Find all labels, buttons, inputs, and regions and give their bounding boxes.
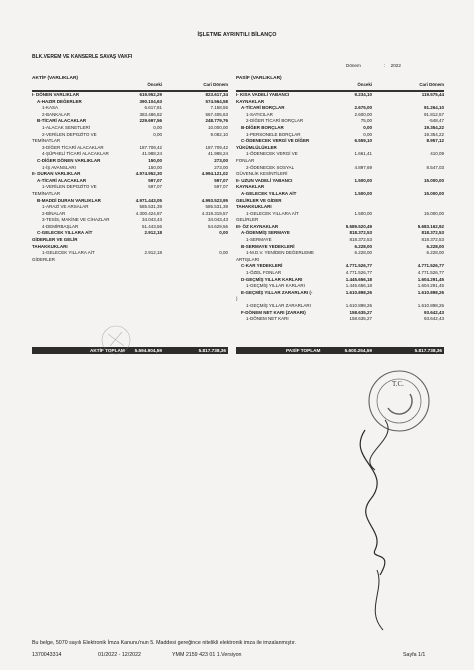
pasif-row bbox=[236, 171, 444, 178]
aktif-row-current-value: 0,00 bbox=[219, 250, 228, 256]
aktif-row-current-value: 9.082,10 bbox=[210, 131, 228, 137]
pasif-row-prev-value: 6.228,00 bbox=[354, 243, 372, 249]
pasif-row bbox=[236, 283, 444, 290]
pasif-row-label: 1-PERSONELE BORÇLAR bbox=[246, 131, 301, 137]
pasif-header bbox=[236, 76, 444, 90]
pasif-row bbox=[236, 184, 444, 191]
aktif-row bbox=[32, 105, 228, 112]
pasif-row-label: B-SERMAYE YEDEKLERİ bbox=[241, 243, 295, 249]
pasif-row bbox=[236, 290, 444, 297]
aktif-total-label: AKTİF TOPLAM bbox=[90, 348, 125, 353]
pasif-section bbox=[236, 76, 444, 323]
pasif-row bbox=[236, 303, 444, 310]
pasif-row-prev-value: 1.661,41 bbox=[354, 151, 372, 157]
aktif-row-label: 3-TESİS, MAKİNE VE CİHAZLAR bbox=[42, 217, 110, 223]
aktif-row bbox=[32, 204, 228, 211]
footer-note: Bu belge, 5070 sayılı Elektronik İmza Kanunu'nun 5. Maddesi gereğince nitelikli elektronik imza ile imzalanmıştır. bbox=[32, 640, 296, 646]
aktif-row-prev-value: 597,07 bbox=[148, 177, 162, 183]
pasif-row-prev-value: 1.500,00 bbox=[354, 190, 372, 196]
aktif-row-prev-value: 597,07 bbox=[148, 184, 162, 190]
pasif-row-label: ARTIŞLARI bbox=[236, 256, 260, 262]
aktif-row-current-value: 34.043,43 bbox=[207, 217, 228, 223]
pasif-row-label: FONLAR bbox=[236, 157, 255, 163]
pasif-row-label: I- KISA VADELİ YABANCI bbox=[236, 92, 290, 97]
period-label-text: Dönem bbox=[346, 63, 361, 68]
aktif-row-prev-value: 383.486,82 bbox=[139, 111, 162, 117]
pasif-row-label: C-ÖDENECEK VERGİ VE DİĞER bbox=[241, 138, 310, 144]
aktif-row-current-value: 10.000,00 bbox=[207, 124, 228, 130]
pasif-row-current-value: 19.354,22 bbox=[423, 124, 444, 130]
aktif-row bbox=[32, 158, 228, 165]
aktif-row-label: B-TİCARİ ALACAKLAR bbox=[37, 118, 87, 124]
aktif-row-label: TEMİNATLAR bbox=[32, 190, 61, 196]
aktif-row-prev-value: 34.043,43 bbox=[141, 217, 162, 223]
aktif-row-label: C-DİĞER DÖNEN VARLIKLAR bbox=[37, 157, 101, 163]
pasif-row-prev-value: 158.635,27 bbox=[349, 309, 372, 315]
aktif-row-label: 1-VERİLEN DEPOZİTO VE bbox=[42, 184, 97, 190]
pasif-row bbox=[236, 217, 444, 224]
aktif-row-prev-value: 229.697,56 bbox=[139, 118, 162, 124]
pasif-row-current-value: 8.957,12 bbox=[426, 138, 444, 144]
pasif-row bbox=[236, 211, 444, 218]
aktif-row bbox=[32, 99, 228, 106]
company-name: BLK.VEREM VE KANSERLE SAVAŞ VAKFI bbox=[32, 54, 133, 60]
pasif-row-current-value: 8.547,03 bbox=[426, 164, 444, 170]
pasif-row bbox=[236, 105, 444, 112]
aktif-row-label: TEMİNATLAR bbox=[32, 138, 61, 144]
aktif-row-current-value: 0,00 bbox=[219, 230, 228, 236]
pasif-row-label: TAHAKKUKLARI bbox=[236, 204, 272, 210]
pasif-row-prev-value: 75,00 bbox=[360, 118, 372, 124]
pasif-row-current-value: 410,09 bbox=[430, 151, 444, 157]
pasif-row-current-value: 6.228,00 bbox=[426, 243, 444, 249]
pasif-row-current-value: 818.372,53 bbox=[421, 237, 444, 243]
pasif-row-current-value: 6.228,00 bbox=[426, 250, 444, 256]
pasif-row-prev-value: 158.635,27 bbox=[349, 316, 372, 322]
pasif-row-prev-value: 1.610.898,26 bbox=[345, 303, 372, 308]
aktif-row-current-value: 574.564,58 bbox=[205, 98, 228, 104]
aktif-row-prev-value: 6.617,81 bbox=[144, 105, 162, 111]
aktif-total-current: 5.817.738,36 bbox=[198, 348, 226, 353]
pasif-row-prev-value: 2.675,00 bbox=[354, 105, 372, 111]
pasif-row-label: 1-SERMAYE bbox=[246, 237, 272, 243]
aktif-row bbox=[32, 118, 228, 125]
aktif-row bbox=[32, 92, 228, 99]
pasif-row-label: 1-GELECEK YILLARA AİT bbox=[246, 210, 299, 216]
document-title: İŞLETME AYRINTILI BİLANÇO bbox=[197, 32, 277, 38]
pasif-row-prev-value: 2.600,00 bbox=[354, 111, 372, 117]
footer-ymm: YMM 2159 423 01 1.Versiyon bbox=[172, 652, 242, 658]
pasif-row-label: 1-ÖDENECEK VERGİ VE bbox=[246, 151, 298, 157]
pasif-row bbox=[236, 191, 444, 198]
pasif-row-current-value: 4.771.526,77 bbox=[417, 270, 444, 276]
pasif-row-label: C-KAR YEDEKLERİ bbox=[241, 263, 283, 269]
aktif-row-label: GİDERLER VE GELİR bbox=[32, 237, 78, 243]
pasif-row-prev-value: 1.610.898,26 bbox=[345, 289, 372, 295]
pasif-row-prev-value: 0,00 bbox=[363, 124, 372, 130]
pasif-row-prev-value: 1.445.656,18 bbox=[345, 283, 372, 289]
aktif-row-current-value: 273,00 bbox=[214, 164, 228, 170]
pasif-total-current: 5.817.738,36 bbox=[414, 348, 442, 353]
aktif-row-label: TAHAKKUKLARI bbox=[32, 243, 68, 249]
aktif-row-prev-value: 150,00 bbox=[148, 164, 162, 170]
aktif-row bbox=[32, 237, 228, 244]
pasif-title: PASİF (VARLIKLAR) bbox=[236, 76, 282, 81]
aktif-row-prev-value: 619.952,29 bbox=[139, 92, 162, 97]
pasif-row-prev-value: 6.228,00 bbox=[354, 250, 372, 256]
aktif-row-label: II- DURAN VARLIKLAR bbox=[32, 171, 81, 177]
pasif-col-current: Cari Dönem bbox=[419, 82, 444, 87]
pasif-total-bar bbox=[236, 347, 444, 354]
aktif-row-current-value: 41.988,24 bbox=[207, 151, 228, 157]
pasif-row-prev-value: 6.559,10 bbox=[354, 138, 372, 144]
aktif-row-current-value: 597,07 bbox=[214, 184, 228, 190]
pasif-row-label: II- UZUN VADELİ YABANCI bbox=[236, 177, 293, 183]
footer-period-range: 01/2022 - 12/2022 bbox=[98, 652, 142, 658]
pasif-row-current-value: 1.604.291,45 bbox=[417, 276, 444, 282]
pasif-row-label: GELİRLER VE GİDER bbox=[236, 197, 282, 203]
pasif-row-label: B-DİĞER BORÇLAR bbox=[241, 124, 284, 130]
aktif-row bbox=[32, 171, 228, 178]
aktif-row bbox=[32, 257, 228, 264]
seal-text: T.C. bbox=[392, 380, 404, 388]
aktif-row-current-value: 4.319.319,57 bbox=[201, 210, 228, 216]
pasif-row-current-value: 4.771.526,77 bbox=[417, 263, 444, 269]
aktif-row-current-value: 597,07 bbox=[214, 177, 228, 183]
aktif-row-label: A-TİCARİ ALACAKLAR bbox=[37, 177, 87, 183]
pasif-row bbox=[236, 151, 444, 158]
pasif-row-label: E-GEÇMİŞ YILLAR ZARARLARI (- bbox=[241, 289, 313, 295]
pasif-row-prev-value: 818.372,53 bbox=[349, 230, 372, 236]
aktif-row bbox=[32, 165, 228, 172]
aktif-row-label: B-MADDİ DURAN VARLIKLAR bbox=[37, 197, 101, 203]
pasif-row-current-value: 91.812,57 bbox=[423, 111, 444, 117]
pasif-row bbox=[236, 296, 444, 303]
pasif-row-prev-value: 4.771.526,77 bbox=[345, 263, 372, 269]
pasif-rows bbox=[236, 92, 444, 323]
aktif-row-label: 1-ALACAK SENETLERİ bbox=[42, 124, 91, 130]
aktif-row-current-value: 4.993.523,95 bbox=[201, 197, 228, 203]
pasif-row bbox=[236, 204, 444, 211]
aktif-row-label: C-GELECEK YILLARA AİT bbox=[37, 230, 93, 236]
period-year: 2022 bbox=[390, 63, 401, 68]
aktif-col-current: Cari Dönem bbox=[203, 82, 228, 87]
aktif-row-label: 4-ŞÜPHELİ TİCARİ ALACAKLAR bbox=[42, 151, 109, 157]
aktif-row-prev-value: 2.912,18 bbox=[144, 250, 162, 256]
pasif-row-label: GELİRLER bbox=[236, 217, 259, 223]
aktif-row-label: 2-VERİLEN DEPOZİTO VE bbox=[42, 131, 97, 137]
aktif-row-prev-value: 585.531,39 bbox=[139, 204, 162, 210]
pasif-row-prev-value: 818.372,53 bbox=[349, 237, 372, 243]
aktif-row-current-value: 4.994.121,02 bbox=[201, 171, 228, 177]
aktif-row-label: 3-DİĞER TİCARİ ALACAKLAR bbox=[42, 144, 104, 150]
pasif-row-label: F-DÖNEM NET KARI (ZARARI) bbox=[241, 309, 306, 315]
pasif-row bbox=[236, 270, 444, 277]
aktif-row-prev-value: 4.300.424,87 bbox=[135, 210, 162, 216]
pasif-col-prev: Önceki bbox=[357, 82, 372, 87]
pasif-row-current-value: 818.372,53 bbox=[421, 230, 444, 236]
aktif-row bbox=[32, 125, 228, 132]
aktif-row-prev-value: 4.971.443,05 bbox=[135, 197, 162, 203]
pasif-row-current-value: 15.000,00 bbox=[423, 177, 444, 183]
pasif-row-label: YÜKÜMLÜLÜKLER bbox=[236, 144, 277, 150]
pasif-row-label: 1-M.D.V. YENİDEN DEĞERLEME bbox=[246, 250, 315, 256]
aktif-total-prev: 5.594.904,59 bbox=[134, 348, 162, 353]
aktif-row bbox=[32, 184, 228, 191]
signature-icon bbox=[325, 400, 435, 670]
aktif-row bbox=[32, 217, 228, 224]
aktif-row-current-value: 7.158,55 bbox=[210, 105, 228, 111]
pasif-row bbox=[236, 230, 444, 237]
aktif-row-current-value: 273,00 bbox=[214, 157, 228, 163]
pasif-total-prev: 5.600.254,59 bbox=[344, 348, 372, 353]
pasif-row bbox=[236, 250, 444, 257]
aktif-row-label: 1-GELECEK YILLARA AİT bbox=[42, 250, 95, 256]
aktif-row-prev-value: 4.974.952,30 bbox=[135, 171, 162, 177]
pasif-row-label: A-TİCARİ BORÇLAR bbox=[241, 105, 285, 111]
aktif-row bbox=[32, 132, 228, 139]
pasif-row-current-value: 1.610.898,26 bbox=[417, 303, 444, 308]
pasif-row-label: 2-DİĞER TİCARİ BORÇLAR bbox=[246, 118, 304, 124]
pasif-row-current-value: 119.575,44 bbox=[421, 92, 444, 97]
pasif-row-label: D-GEÇMİŞ YILLAR KARLARI bbox=[241, 276, 303, 282]
aktif-row bbox=[32, 250, 228, 257]
aktif-row-label: 1-İŞ AVANSLARI bbox=[42, 164, 76, 170]
aktif-row-label: 2-BİNALAR bbox=[42, 210, 66, 216]
pasif-row-current-value: 15.000,00 bbox=[423, 190, 444, 196]
pasif-row-prev-value: 9.234,10 bbox=[354, 92, 372, 97]
faded-stamp-icon bbox=[96, 320, 136, 360]
period-separator: : bbox=[384, 63, 386, 68]
aktif-row-prev-value: 2.912,18 bbox=[144, 230, 162, 236]
pasif-row-prev-value: 1.500,00 bbox=[354, 177, 372, 183]
aktif-row-label: 4-DEMİRBAŞLAR bbox=[42, 223, 79, 229]
pasif-total-label: PASİF TOPLAM bbox=[286, 348, 321, 353]
aktif-row-prev-value: 150,00 bbox=[148, 157, 162, 163]
pasif-row-label: ) bbox=[236, 296, 238, 302]
pasif-row-prev-value: 1.445.656,18 bbox=[345, 276, 372, 282]
aktif-row-prev-value: 0,00 bbox=[153, 131, 162, 137]
aktif-section bbox=[32, 76, 228, 263]
pasif-row bbox=[236, 316, 444, 323]
pasif-row-label: 1-GEÇMİŞ YILLAR KARLARI bbox=[246, 283, 305, 289]
pasif-row-label: KAYNAKLAR bbox=[236, 98, 265, 104]
pasif-row-label: 1-DÖNEM NET KARI bbox=[246, 316, 289, 322]
aktif-row-label: 1-ARAZİ VE ARSALAR bbox=[42, 204, 89, 210]
pasif-row-label: 1-ÖZEL FONLAR bbox=[246, 270, 282, 276]
pasif-row bbox=[236, 158, 444, 165]
pasif-row bbox=[236, 198, 444, 205]
aktif-row-prev-value: 390.104,63 bbox=[139, 98, 162, 104]
pasif-row bbox=[236, 237, 444, 244]
aktif-row-prev-value: 41.988,24 bbox=[141, 151, 162, 157]
aktif-row-current-value: 187.709,42 bbox=[205, 144, 228, 150]
pasif-row-label: KAYNAKLAR bbox=[236, 184, 265, 190]
pasif-row-label: 2-ÖDENECEK SOSYAL bbox=[246, 164, 295, 170]
pasif-row-current-value: 19.354,22 bbox=[423, 131, 444, 137]
pasif-row-prev-value: 0,00 bbox=[363, 131, 372, 137]
aktif-row-label: I- DÖNEN VARLIKLAR bbox=[32, 92, 80, 97]
aktif-row-prev-value: 187.709,42 bbox=[139, 144, 162, 150]
pasif-row-current-value: 1.604.291,45 bbox=[417, 283, 444, 289]
aktif-row-current-value: 54.629,56 bbox=[207, 223, 228, 229]
aktif-header bbox=[32, 76, 228, 90]
pasif-row bbox=[236, 92, 444, 99]
pasif-row bbox=[236, 138, 444, 145]
aktif-row bbox=[32, 151, 228, 158]
pasif-row-prev-value: 4.771.526,77 bbox=[345, 270, 372, 276]
pasif-row-label: 1-SATICILAR bbox=[246, 111, 273, 117]
aktif-row bbox=[32, 191, 228, 198]
aktif-row-label: 2-BANKALAR bbox=[42, 111, 71, 117]
aktif-row bbox=[32, 138, 228, 145]
aktif-title: AKTİF (VARLIKLAR) bbox=[32, 76, 79, 81]
pasif-row-current-value: 5.683.162,92 bbox=[417, 223, 444, 229]
pasif-row-current-value: 93.642,43 bbox=[423, 309, 444, 315]
pasif-row bbox=[236, 125, 444, 132]
period-label bbox=[346, 63, 401, 68]
pasif-row bbox=[236, 178, 444, 185]
pasif-row-label: GÜVENLİK KESİNTİLERİ bbox=[236, 171, 288, 177]
pasif-row-current-value: 91.264,10 bbox=[423, 105, 444, 111]
aktif-row-prev-value: 0,00 bbox=[153, 124, 162, 130]
pasif-row-prev-value: 1.500,00 bbox=[354, 210, 372, 216]
pasif-row bbox=[236, 118, 444, 125]
pasif-row-prev-value: 4.897,69 bbox=[354, 164, 372, 170]
pasif-row-label: A-GELECEK YILLARA AİT bbox=[241, 190, 297, 196]
aktif-row-current-value: 248.779,76 bbox=[205, 118, 228, 124]
aktif-row-label: GİDERLER bbox=[32, 256, 56, 262]
aktif-row-current-value: 585.531,39 bbox=[205, 204, 228, 210]
aktif-row-label: 1-KASA bbox=[42, 105, 59, 111]
pasif-row-current-value: 15.000,00 bbox=[423, 210, 444, 216]
footer-tax-number: 1370043314 bbox=[32, 652, 62, 658]
footer-page: Sayfa 1/1 bbox=[403, 652, 426, 658]
aktif-row-label: A-HAZIR DEĞERLER bbox=[37, 98, 82, 104]
pasif-row-current-value: 93.642,43 bbox=[423, 316, 444, 322]
pasif-row-label: 1-GEÇMİŞ YILLAR ZARARLARI bbox=[246, 303, 311, 308]
pasif-row-label: A-ÖDENMİŞ SERMAYE bbox=[241, 230, 290, 236]
pasif-row-label: III- ÖZ KAYNAKLAR bbox=[236, 223, 279, 229]
aktif-row-current-value: 823.617,34 bbox=[205, 92, 228, 97]
pasif-row-current-value: -548,47 bbox=[428, 118, 444, 124]
aktif-col-prev: Önceki bbox=[147, 82, 162, 87]
pasif-row-current-value: 1.610.898,26 bbox=[417, 289, 444, 295]
pasif-row-prev-value: 5.589.520,49 bbox=[345, 223, 372, 229]
aktif-row-prev-value: 51.443,56 bbox=[141, 223, 162, 229]
aktif-row-current-value: 567.405,63 bbox=[205, 111, 228, 117]
aktif-rows bbox=[32, 92, 228, 263]
